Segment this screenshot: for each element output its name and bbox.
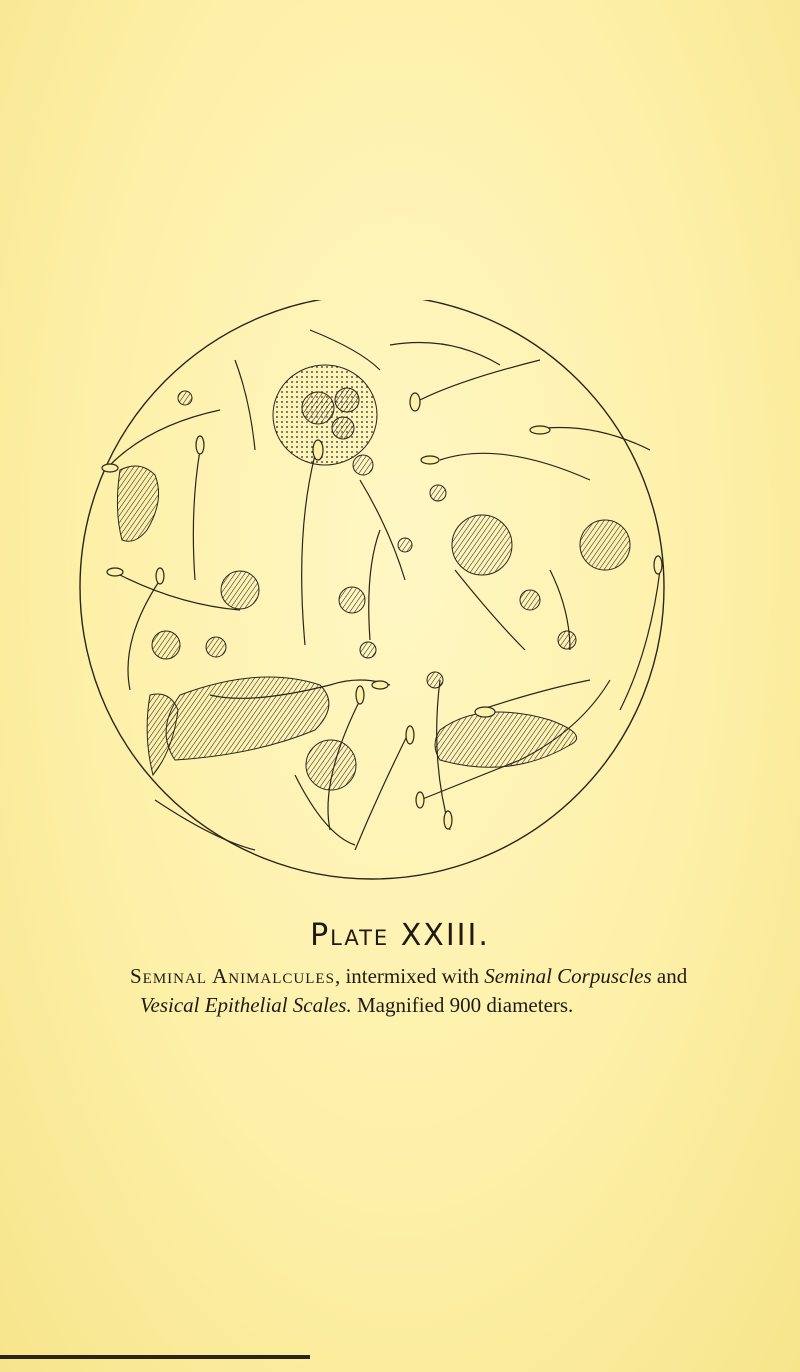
seminal-animalcules (102, 330, 662, 850)
caption-text-2: and (651, 964, 688, 988)
bottom-rule (0, 1355, 310, 1359)
plate-title: Plate XXIII. (310, 918, 490, 953)
caption-seminal-corpuscles: Seminal Corpuscles (484, 964, 652, 988)
caption-text-1: , intermixed with (334, 964, 485, 988)
plate-caption (130, 962, 690, 1020)
field-of-view-circle (80, 300, 664, 879)
caption-seminal-animalcules: Seminal Animalcules (130, 964, 335, 988)
microscope-field-illustration (60, 300, 680, 900)
caption-line-2 (130, 991, 690, 1020)
caption-magnification: Magnified 900 diameters. (351, 993, 574, 1017)
epithelial-scale-cluster (273, 365, 377, 465)
caption-vesical-scales: Vesical Epithelial Scales. (140, 993, 352, 1017)
